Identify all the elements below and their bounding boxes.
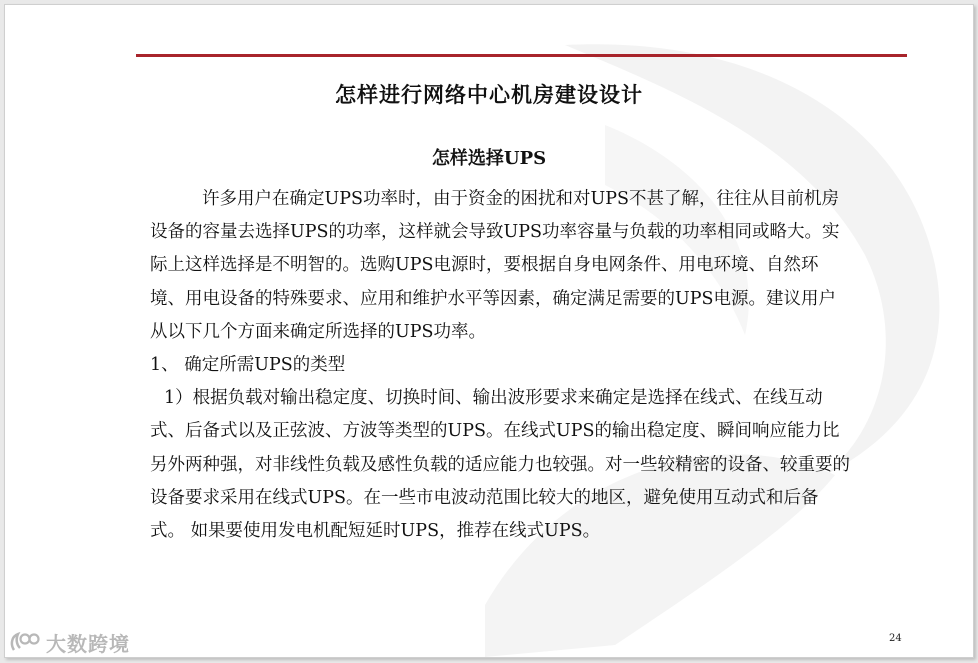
brand-watermark-text: 大数跨境 (46, 632, 130, 656)
brand-watermark (8, 628, 130, 657)
brand-logo-icon (8, 630, 42, 656)
header-rule (136, 54, 907, 57)
slide-subtitle: 怎样选择UPS (431, 148, 547, 169)
paragraph-intro: 许多用户在确定UPS功率时，由于资金的困扰和对UPS不甚了解，往往从目前机房设备的容量去选择UPS的功率，这样就会导致UPS功率容量与负载的功率相同或略大。实际上这样选择是不明智的。选购UPS电源时，要根据自身电网条件、用电环境、自然环境、用电设备的特殊要求、应用和维护水平等因素，确定满足需要的UPS电源。建议用户从以下几个方面来确定所选择的UPS功率。 (150, 189, 840, 342)
slide (4, 4, 974, 658)
page-number: 24 (889, 633, 902, 644)
slide-title: 怎样进行网络中心机房建设设计 (335, 82, 643, 107)
body-text (150, 183, 850, 548)
paragraph-ups-type: 1）根据负载对输出稳定度、切换时间、输出波形要求来确定是选择在线式、在线互动式、后备式以及正弦波、方波等类型的UPS。在线式UPS的输出稳定度、瞬间响应能力比另外两种强，对非线性负载及感性负载的适应能力也较强。对一些较精密的设备、较重要的设备要求采用在线式UPS。在一些市电波动范围比较大的地区，避免使用互动式和后备式。 如果要使用发电机配短延时UPS，推荐在线式UPS。 (150, 388, 850, 542)
section-heading: 1、 确定所需UPS的类型 (150, 355, 346, 376)
